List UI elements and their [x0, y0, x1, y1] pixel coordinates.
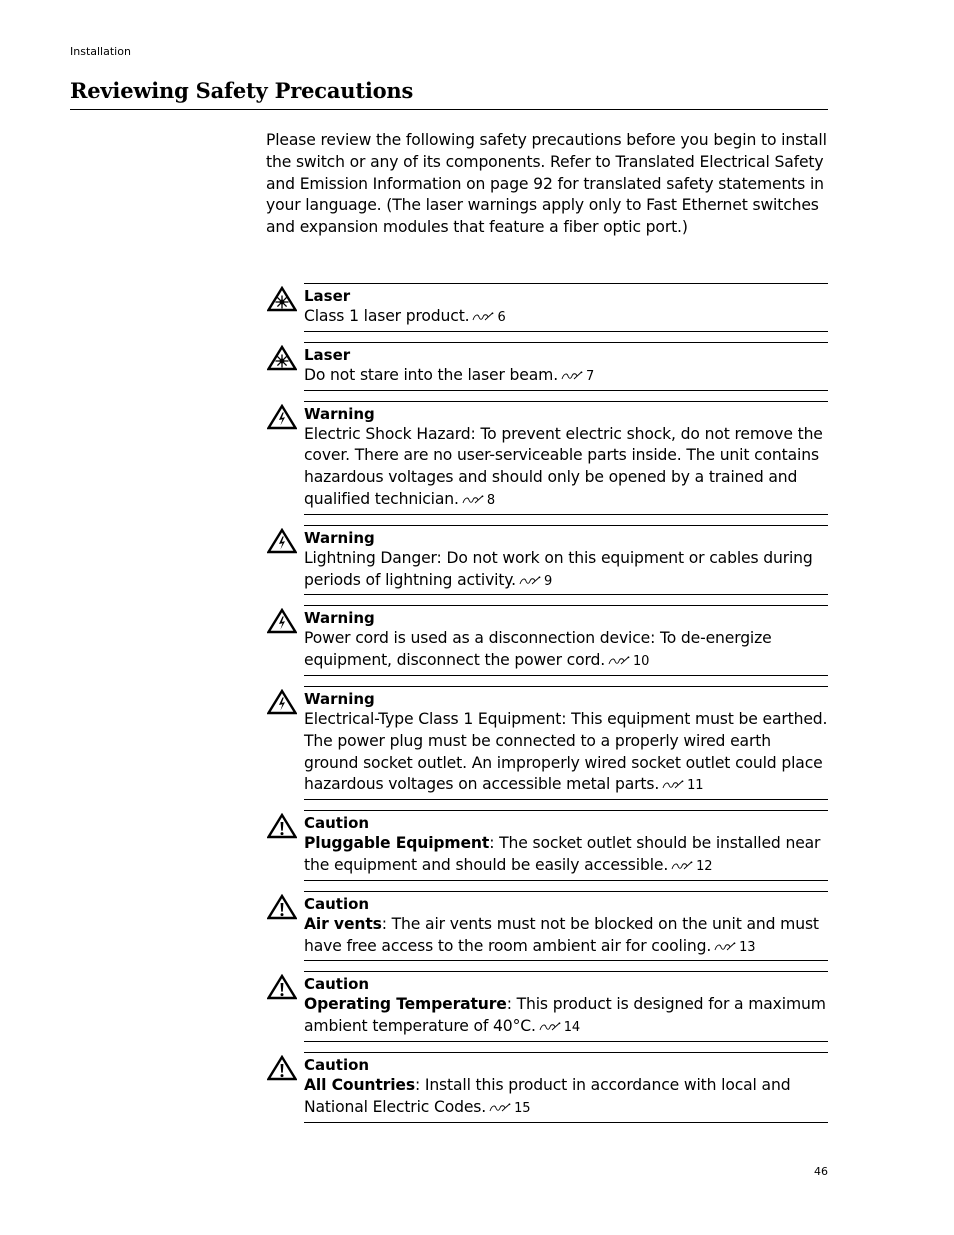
electric-shock-warning-icon [267, 528, 297, 554]
safety-notice [304, 686, 828, 800]
translation-reference-number: 9 [543, 573, 553, 589]
notice-text [304, 833, 828, 878]
intro-paragraph: Please review the following safety precautions before you begin to install the switch or any of its components. Refer to Translated Electrical Safety and Emission Information on page 92 for translated safety statements in your language. (The laser warnings apply only to Fast Ethernet switches and expansion modules that feature a fiber optic port.) [266, 131, 827, 237]
notice-text [304, 365, 828, 388]
notice-lead: Pluggable Equipment [304, 834, 490, 853]
translation-reference-icon [714, 937, 736, 947]
notice-lead: Air vents [304, 914, 382, 933]
notice-body-text: Power cord is used as a disconnection device: To de-energize equipment, disconnect the power cord. [304, 629, 772, 670]
caution-exclamation-icon [267, 1055, 297, 1081]
safety-notice [304, 605, 828, 676]
notice-type-label: Warning [304, 689, 375, 708]
running-head: Installation [70, 45, 131, 58]
notice-body-text: Electrical-Type Class 1 Equipment: This equipment must be earthed. The power plug must be connected to a properly wired earth ground socket outlet. An improperly wired socket outlet could place hazardous voltages on accessible metal parts. [304, 709, 828, 794]
notice-body-text: : The air vents must not be blocked on the unit and must have free access to the room ambient air for cooling. [304, 914, 819, 955]
laser-warning-icon [267, 345, 297, 371]
translation-reference-number: 15 [514, 1100, 531, 1116]
electric-shock-warning-icon [267, 689, 297, 715]
translation-reference-icon [671, 856, 693, 866]
safety-notice [304, 1052, 828, 1123]
notice-lead: All Countries [304, 1075, 415, 1094]
translation-reference-icon [662, 775, 684, 785]
notice-type-label: Caution [304, 814, 370, 833]
translation-reference-number: 6 [497, 310, 506, 325]
translation-reference-icon [472, 307, 494, 317]
notice-text [304, 709, 828, 797]
safety-notice [304, 283, 828, 332]
translation-reference-icon [462, 490, 484, 500]
notice-body-text: Lightning Danger: Do not work on this equipment or cables during periods of lightning activity. [304, 548, 813, 589]
title-rule [70, 109, 828, 110]
notice-text [304, 306, 828, 329]
safety-notice [304, 342, 828, 391]
notice-body-text: : The socket outlet should be installed near the equipment and should be easily accessible. [304, 834, 821, 874]
notice-text [304, 914, 828, 959]
safety-notice [304, 971, 828, 1042]
translation-reference-number: 8 [486, 492, 495, 508]
notice-type-label: Caution [304, 1055, 370, 1074]
notice-type-label: Warning [304, 404, 375, 423]
electric-shock-warning-icon [267, 404, 297, 430]
translation-reference-icon [519, 571, 541, 581]
translation-reference-number: 11 [687, 778, 704, 794]
translation-reference-icon [539, 1017, 561, 1027]
notice-text [304, 424, 828, 512]
notice-type-label: Laser [304, 287, 351, 305]
translation-reference-number: 14 [563, 1020, 581, 1036]
notice-type-label: Caution [304, 894, 370, 913]
notice-body-text: : This product is designed for a maximum ambient temperature of 40°C. [304, 995, 826, 1036]
notice-type-label: Laser [304, 345, 351, 364]
caution-exclamation-icon [267, 813, 297, 839]
notice-list [266, 283, 828, 1133]
notice-text [304, 994, 828, 1039]
safety-notice [304, 525, 828, 596]
notice-body-text: Do not stare into the laser beam. [304, 365, 559, 384]
laser-warning-icon [267, 286, 297, 312]
notice-text [304, 1075, 828, 1120]
translation-reference-number: 13 [739, 939, 756, 955]
notice-body-text: Class 1 laser product. [304, 307, 470, 325]
notice-text [304, 548, 828, 593]
translation-reference-icon [608, 651, 630, 661]
notice-text [304, 628, 828, 673]
notice-body-text: : Install this product in accordance with local and National Electric Codes. [304, 1075, 791, 1116]
safety-notice [304, 401, 828, 515]
translation-reference-icon [489, 1098, 511, 1108]
safety-notice [304, 891, 828, 962]
translation-reference-number: 7 [586, 368, 595, 384]
notice-type-label: Warning [304, 528, 375, 547]
electric-shock-warning-icon [267, 608, 297, 634]
notice-body-text: Electric Shock Hazard: To prevent electric shock, do not remove the cover. There are no user-serviceable parts inside. The unit contains hazardous voltages and should only be opened by a trained and qualified technician. [304, 424, 823, 508]
page-number: 46 [814, 1165, 828, 1178]
caution-exclamation-icon [267, 974, 297, 1000]
translation-reference-icon [561, 366, 583, 376]
translation-reference-number: 12 [696, 858, 713, 874]
safety-notice [304, 810, 828, 881]
notice-type-label: Caution [304, 975, 370, 994]
page-title: Reviewing Safety Precautions [70, 78, 414, 103]
notice-lead: Operating Temperature [304, 995, 507, 1014]
caution-exclamation-icon [267, 894, 297, 920]
translation-reference-number: 10 [633, 654, 650, 670]
notice-type-label: Warning [304, 609, 375, 628]
